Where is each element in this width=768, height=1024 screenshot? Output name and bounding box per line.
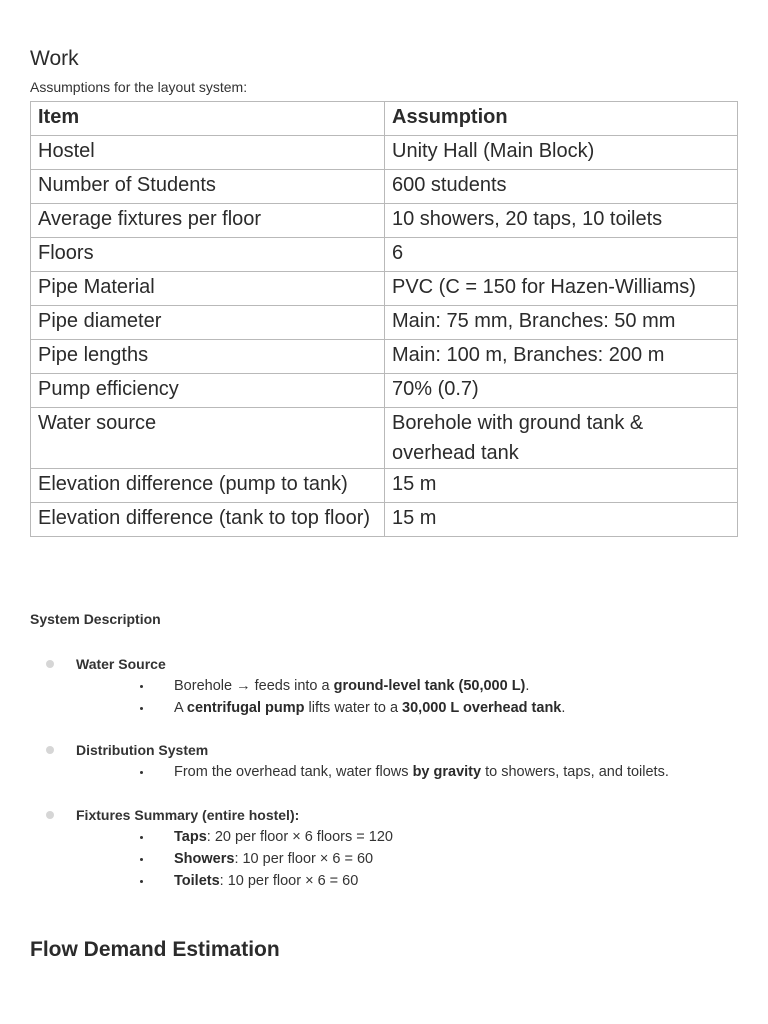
row-item: Water source [31, 408, 385, 469]
item-text: From the overhead tank, water flows [174, 764, 413, 780]
bullet-icon [140, 707, 143, 710]
list-item [30, 870, 738, 892]
row-item: Pipe lengths [31, 340, 385, 374]
assumptions-intro: Assumptions for the layout system: [30, 79, 248, 95]
table-row [31, 170, 738, 204]
fixtures-section [30, 804, 738, 892]
row-item: Hostel [31, 136, 385, 170]
water-source-section [30, 653, 738, 719]
table-row [31, 306, 738, 340]
row-assumption: 10 showers, 20 taps, 10 toilets [385, 204, 738, 238]
bullet-dot-icon [46, 811, 54, 819]
row-assumption: 15 m [385, 469, 738, 503]
row-item: Floors [31, 238, 385, 272]
table-row [31, 238, 738, 272]
table-row [31, 408, 738, 469]
bullet-icon [140, 880, 143, 883]
toilets-label: Toilets [174, 873, 220, 889]
table-row [31, 503, 738, 537]
item-bold-text: centrifugal pump [186, 700, 305, 716]
row-assumption: Main: 100 m, Branches: 200 m [385, 340, 738, 374]
row-assumption: 70% (0.7) [385, 374, 738, 408]
row-item: Elevation difference (tank to top floor) [31, 503, 385, 537]
item-bold-text: by gravity [412, 764, 482, 780]
table-row [31, 374, 738, 408]
fixtures-heading [30, 804, 738, 826]
row-item: Pump efficiency [31, 374, 385, 408]
bullet-dot-icon [46, 660, 54, 668]
list-item [30, 826, 738, 848]
table-row [31, 469, 738, 503]
item-text: A [174, 700, 187, 716]
row-item: Pipe Material [31, 272, 385, 306]
row-assumption: Borehole with ground tank & overhead tank [385, 408, 738, 469]
taps-label: Taps [174, 829, 207, 845]
header-item: Item [31, 102, 385, 136]
header-assumption: Assumption [385, 102, 738, 136]
work-heading: Work [30, 47, 79, 70]
assumptions-table [30, 101, 738, 537]
table-row [31, 272, 738, 306]
bullet-icon [140, 685, 143, 688]
row-assumption: 600 students [385, 170, 738, 204]
system-description-heading: System Description [30, 611, 161, 627]
row-assumption: Unity Hall (Main Block) [385, 136, 738, 170]
item-bold-text: ground-level tank (50,000 L) [333, 678, 526, 694]
item-text: lifts water to a [304, 700, 403, 716]
bullet-icon [140, 858, 143, 861]
list-item [30, 697, 738, 719]
row-item: Pipe diameter [31, 306, 385, 340]
row-assumption: PVC (C = 150 for Hazen-Williams) [385, 272, 738, 306]
row-assumption: Main: 75 mm, Branches: 50 mm [385, 306, 738, 340]
item-text: . [561, 700, 566, 716]
item-text: Borehole → feeds into a [174, 678, 334, 694]
bullet-dot-icon [46, 746, 54, 754]
water-source-label: Water Source [76, 656, 166, 672]
distribution-heading [30, 739, 738, 761]
flow-demand-heading: Flow Demand Estimation [30, 938, 280, 961]
row-item: Average fixtures per floor [31, 204, 385, 238]
item-text: . [525, 678, 530, 694]
toilets-text: : 10 per floor × 6 = 60 [219, 873, 359, 889]
table-row [31, 204, 738, 238]
list-item [30, 848, 738, 870]
showers-label: Showers [174, 851, 235, 867]
row-assumption: 15 m [385, 503, 738, 537]
table-row [31, 136, 738, 170]
item-text: to showers, taps, and toilets. [481, 764, 669, 780]
water-source-heading [30, 653, 738, 675]
bullet-icon [140, 771, 143, 774]
bullet-icon [140, 836, 143, 839]
table-header-row [31, 102, 738, 136]
list-item [30, 761, 738, 783]
row-assumption: 6 [385, 238, 738, 272]
list-item [30, 675, 738, 697]
table-row [31, 340, 738, 374]
fixtures-label: Fixtures Summary (entire hostel): [76, 807, 300, 823]
distribution-section [30, 739, 738, 783]
row-item: Number of Students [31, 170, 385, 204]
item-bold-text: 30,000 L overhead tank [402, 700, 562, 716]
showers-text: : 10 per floor × 6 = 60 [234, 851, 374, 867]
row-item: Elevation difference (pump to tank) [31, 469, 385, 503]
distribution-label: Distribution System [76, 742, 209, 758]
taps-text: : 20 per floor × 6 floors = 120 [206, 829, 393, 845]
